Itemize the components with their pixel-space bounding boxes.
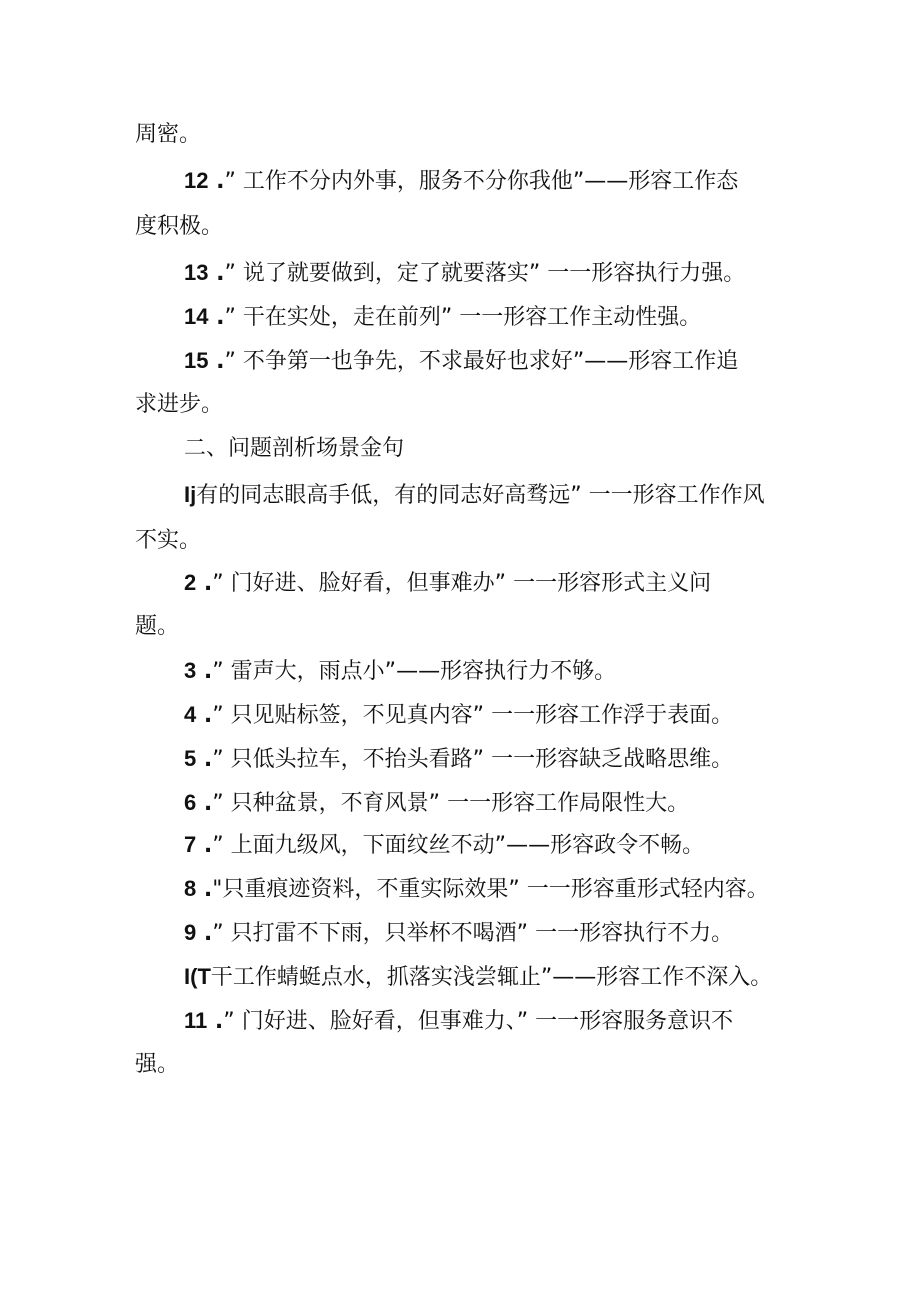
text-line-22 — [135, 1050, 179, 1080]
item-separator: . — [196, 571, 213, 596]
item-separator: . — [207, 1009, 224, 1034]
item-separator: . — [208, 261, 225, 286]
item-number: 5 — [184, 746, 197, 771]
text-line-6 — [184, 346, 738, 377]
text-line-14 — [184, 700, 733, 731]
text-line-12 — [135, 612, 179, 642]
item-separator: . — [196, 747, 213, 772]
item-number: 8 — [184, 876, 197, 901]
item-number: 9 — [184, 920, 197, 945]
item-number: I(T — [184, 964, 211, 989]
line-text: ” 只种盆景，不育风景” 一一形容工作局限性大。 — [212, 791, 690, 816]
item-number: Ij — [184, 482, 197, 507]
line-text: ” 只打雷不下雨，只举杯不喝酒” 一一形容执行不力。 — [212, 921, 734, 946]
text-line-17 — [184, 830, 704, 861]
text-line-16 — [184, 788, 689, 819]
text-line-19 — [184, 918, 733, 949]
line-text: ” 工作不分内外事，服务不分你我他”——形容工作态 — [224, 169, 739, 194]
item-number: 11 — [184, 1008, 208, 1033]
text-line-4 — [184, 258, 745, 289]
item-separator: . — [196, 659, 213, 684]
section-heading — [184, 434, 404, 464]
item-number: 3 — [184, 658, 197, 683]
line-text: 强。 — [135, 1052, 180, 1077]
item-separator: . — [208, 305, 225, 330]
text-line-21 — [184, 1006, 733, 1037]
text-line-18 — [184, 874, 769, 905]
line-text: 二、问题剖析场景金句 — [184, 436, 405, 461]
text-line-13 — [184, 656, 616, 687]
item-number: 2 — [184, 570, 197, 595]
line-text: 题。 — [135, 614, 180, 639]
text-line-20 — [184, 962, 772, 993]
item-number: 4 — [184, 702, 197, 727]
line-text: ” 雷声大，雨点小”——形容执行力不够。 — [212, 659, 617, 684]
text-line-3 — [135, 212, 223, 242]
line-text: 度积极。 — [135, 214, 224, 239]
item-number: 13 — [184, 260, 209, 285]
line-text: 干工作蜻蜓点水，抓落实浅尝辄止”——形容工作不深入。 — [210, 965, 773, 990]
text-line-10 — [135, 526, 201, 556]
line-text: 有的同志眼高手低，有的同志好高骛远” 一一形容工作作风 — [196, 483, 765, 508]
line-text: ” 不争第一也争先，不求最好也求好”——形容工作追 — [224, 349, 739, 374]
line-text: 不实。 — [135, 528, 202, 553]
text-line-7 — [135, 390, 223, 420]
item-separator: . — [196, 877, 213, 902]
text-line-15 — [184, 744, 733, 775]
text-line-9 — [184, 480, 765, 511]
line-text: ” 上面九级风，下面纹丝不动”——形容政令不畅。 — [212, 833, 705, 858]
text-line-2 — [184, 166, 738, 197]
line-text: 周密。 — [135, 122, 202, 147]
line-text: ” 门好进、脸好看，但事难办” 一一形容形式主义问 — [212, 571, 712, 596]
line-text: ” 门好进、脸好看，但事难力、” 一一形容服务意识不 — [223, 1009, 734, 1034]
text-line-5 — [184, 302, 701, 333]
item-separator: . — [196, 833, 213, 858]
item-number: 15 — [184, 348, 209, 373]
line-text: ” 只见贴标签，不见真内容” 一一形容工作浮于表面。 — [212, 703, 734, 728]
item-number: 7 — [184, 832, 197, 857]
text-line-11 — [184, 568, 711, 599]
line-text: ” 只低头拉车，不抬头看路” 一一形容缺乏战略思维。 — [212, 747, 734, 772]
line-text: ” 干在实处，走在前列” 一一形容工作主动性强。 — [224, 305, 702, 330]
item-separator: . — [196, 791, 213, 816]
item-separator: . — [208, 349, 225, 374]
line-text: 求进步。 — [135, 392, 224, 417]
item-number: 14 — [184, 304, 209, 329]
line-text: "只重痕迹资料，不重实际效果” 一一形容重形式轻内容。 — [212, 877, 769, 902]
item-number: 12 — [184, 168, 209, 193]
line-text: ” 说了就要做到，定了就要落实” 一一形容执行力强。 — [224, 261, 746, 286]
item-separator: . — [208, 169, 225, 194]
item-number: 6 — [184, 790, 197, 815]
item-separator: . — [196, 703, 213, 728]
item-separator: . — [196, 921, 213, 946]
text-line-1 — [135, 120, 201, 150]
